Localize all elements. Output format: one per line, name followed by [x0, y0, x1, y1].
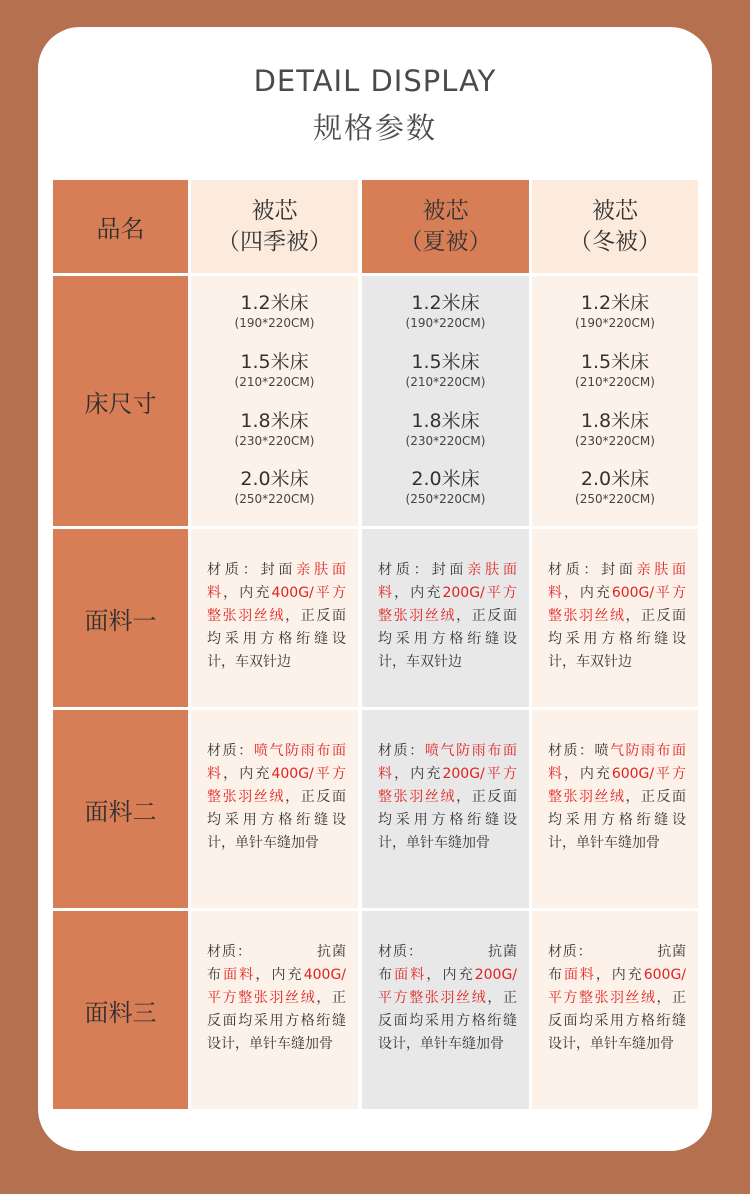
bed-size: 2.0米床	[580, 468, 650, 491]
fabric-1-desc-summer: 材质：封面亲肤面料，内充200G/平方整张羽丝绒，正反面均采用方格绗缝设计，车双针边	[362, 529, 529, 707]
column-header-winter	[532, 180, 698, 273]
fabric-2-desc-winter: 材质：喷气防雨布面料，内充600G/平方整张羽丝绒，正反面均采用方格绗缝设计，单针车缝加骨	[532, 710, 698, 908]
quilt-dimension: (230*220CM)	[405, 433, 486, 448]
size-entry	[406, 350, 486, 409]
size-entry	[235, 467, 315, 526]
product-name: 被芯	[592, 197, 638, 224]
bed-size: 1.2米床	[411, 292, 480, 314]
size-entry	[235, 291, 315, 350]
size-list-summer	[362, 276, 529, 526]
size-entry	[406, 291, 486, 350]
quilt-dimension: (210*220CM)	[405, 374, 486, 389]
quilt-dimension: (210*220CM)	[234, 374, 315, 389]
quilt-dimension: (250*220CM)	[575, 492, 655, 507]
bed-size: 1.2米床	[240, 292, 309, 314]
season-label: （夏被）	[399, 228, 492, 255]
size-entry	[235, 409, 315, 468]
bed-size: 1.2米床	[580, 292, 650, 314]
bed-size: 1.8米床	[411, 409, 480, 432]
product-name: 被芯	[422, 197, 469, 224]
row-label-name: 品名	[53, 180, 188, 273]
size-list-allseason	[191, 276, 358, 526]
quilt-dimension: (190*220CM)	[234, 316, 315, 330]
size-entry	[406, 467, 486, 526]
column-header-summer	[362, 180, 529, 273]
row-label-fabric-1: 面料一	[53, 529, 188, 707]
bed-size: 2.0米床	[411, 468, 480, 491]
season-label: （冬被）	[569, 228, 661, 255]
quilt-dimension: (250*220CM)	[405, 492, 486, 507]
page-title-en: DETAIL DISPLAY	[253, 64, 497, 98]
quilt-dimension: (250*220CM)	[234, 492, 315, 507]
bed-size: 1.5米床	[411, 350, 480, 373]
quilt-dimension: (190*220CM)	[575, 316, 655, 330]
column-header-allseason	[191, 180, 358, 273]
bed-size: 1.5米床	[580, 350, 650, 373]
bed-size: 1.8米床	[580, 409, 650, 432]
size-entry	[575, 467, 655, 526]
quilt-dimension: (190*220CM)	[405, 316, 486, 330]
quilt-dimension: (230*220CM)	[575, 433, 655, 448]
season-label: （四季被）	[217, 228, 332, 255]
quilt-dimension: (230*220CM)	[234, 433, 315, 448]
size-entry	[406, 409, 486, 468]
size-entry	[575, 409, 655, 468]
row-label-fabric-2: 面料二	[53, 710, 188, 908]
size-list-winter	[532, 276, 698, 526]
bed-size: 1.5米床	[240, 350, 309, 373]
fabric-2-desc-summer: 材质：喷气防雨布面料，内充200G/平方整张羽丝绒，正反面均采用方格绗缝设计，单针车缝加骨	[362, 710, 529, 908]
size-entry	[575, 291, 655, 350]
fabric-3-desc-summer: 材质： 抗菌布面料，内充200G/平方整张羽丝绒，正反面均采用方格绗缝设计，单针车缝加骨	[362, 911, 529, 1109]
bed-size: 1.8米床	[240, 409, 309, 432]
row-label-fabric-3: 面料三	[53, 911, 188, 1109]
fabric-3-desc-winter: 材质： 抗菌布面料，内充600G/平方整张羽丝绒，正反面均采用方格绗缝设计，单针车缝加骨	[532, 911, 698, 1109]
fabric-1-desc-winter: 材质：封面亲肤面料，内充600G/平方整张羽丝绒，正反面均采用方格绗缝设计，车双针边	[532, 529, 698, 707]
row-label-size: 床尺寸	[53, 276, 188, 526]
fabric-3-desc-allseason: 材质： 抗菌布面料，内充400G/平方整张羽丝绒，正反面均采用方格绗缝设计，单针车缝加骨	[191, 911, 358, 1109]
product-name: 被芯	[251, 197, 298, 224]
fabric-1-desc-allseason: 材质：封面亲肤面料，内充400G/平方整张羽丝绒，正反面均采用方格绗缝设计，车双针边	[191, 529, 358, 707]
size-entry	[235, 350, 315, 409]
bed-size: 2.0米床	[240, 468, 309, 491]
size-entry	[575, 350, 655, 409]
fabric-2-desc-allseason: 材质：喷气防雨布面料，内充400G/平方整张羽丝绒，正反面均采用方格绗缝设计，单针车缝加骨	[191, 710, 358, 908]
quilt-dimension: (210*220CM)	[575, 374, 655, 389]
page-title-cn: 规格参数	[312, 111, 437, 145]
